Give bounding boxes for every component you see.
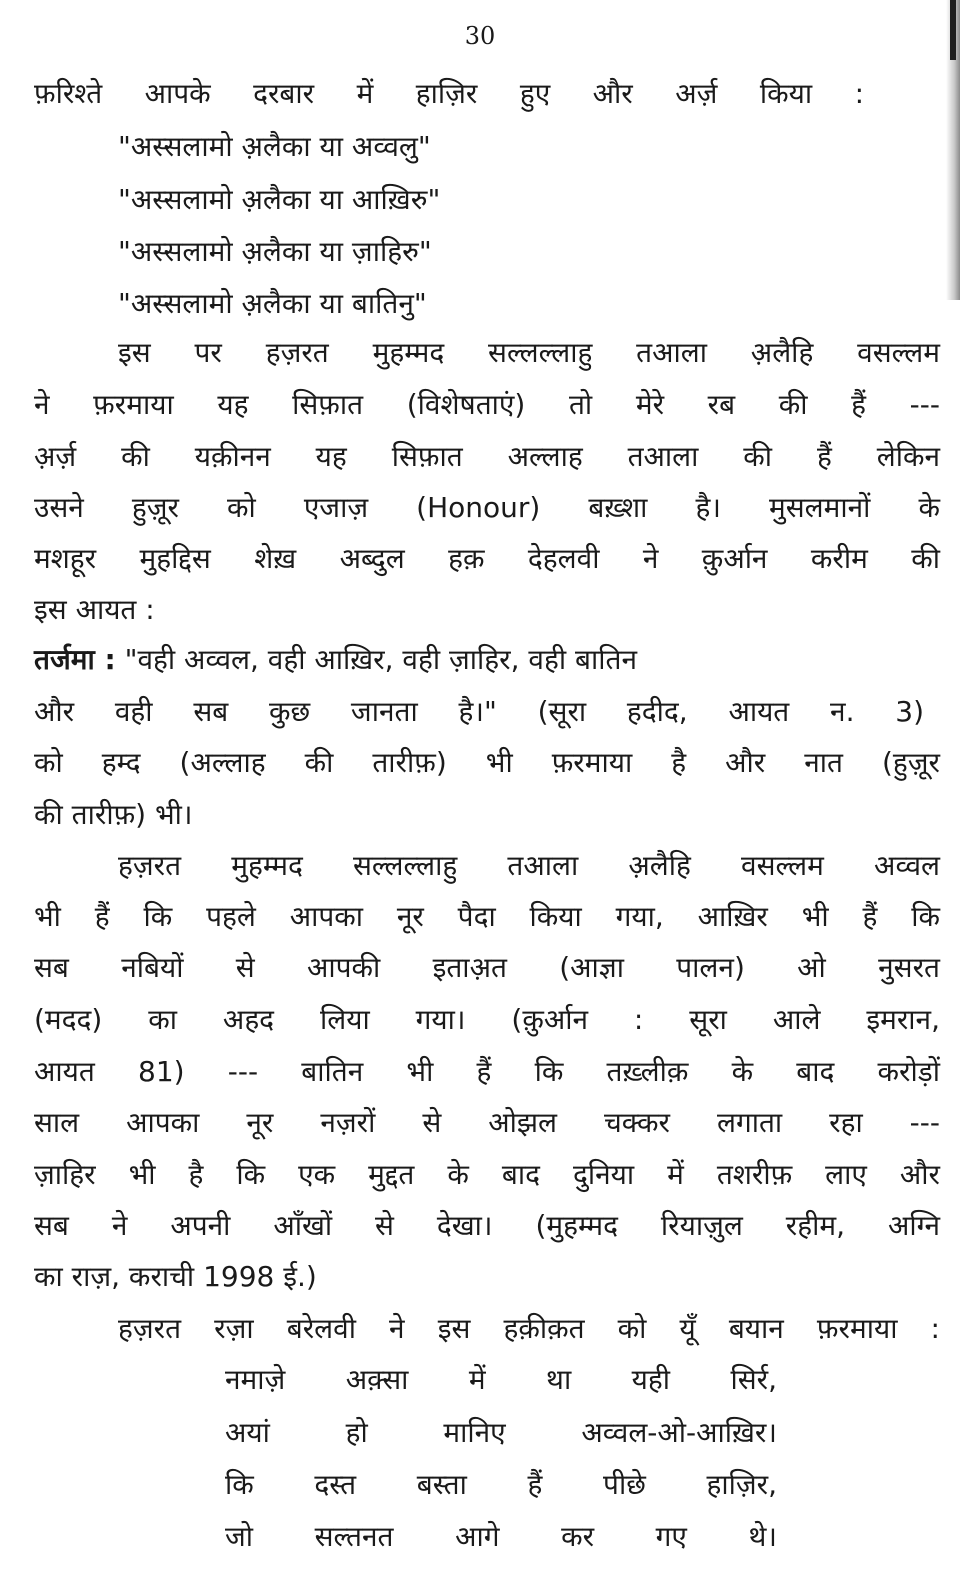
text-line: और वही सब कुछ जानता है।" (सूरा हदीद, आयत न. 3) xyxy=(34,695,924,728)
verse-line: कि दस्त बस्ता हैं पीछे हाज़िर, xyxy=(225,1468,777,1501)
text-line: हज़रत रज़ा बरेलवी ने इस हक़ीक़त को यूँ बयान फ़रमाया : xyxy=(118,1312,940,1345)
text-line: को हम्द (अल्लाह की तारीफ़) भी फ़रमाया है और नात (हुज़ूर xyxy=(34,746,940,779)
text-line: सब नबियों से आपकी इताअ़त (आज्ञा पालन) ओ नुसरत xyxy=(34,951,940,984)
salutation-line: "अस्सलामो अ़लैका या अव्वलु" xyxy=(118,130,431,163)
page-number: 30 xyxy=(464,22,496,50)
translation-line xyxy=(34,640,940,680)
text-line: अ़र्ज़ की यक़ीनन यह सिफ़ात अल्लाह तआला की हैं लेकिन xyxy=(34,440,940,473)
text-line: भी हैं कि पहले आपका नूर पैदा किया गया, आख़िर भी हैं कि xyxy=(34,900,940,933)
text-line: फ़रिश्ते आपके दरबार में हाज़िर हुए और अर्ज़ किया : xyxy=(34,77,864,110)
translation-label: तर्जमा : xyxy=(34,643,116,676)
text-line: उसने हुज़ूर को एजाज़ (Honour) बख़्शा है। मुसलमानों के xyxy=(34,491,940,524)
text-line: ज़ाहिर भी है कि एक मुद्दत के बाद दुनिया में तशरीफ़ लाए और xyxy=(34,1158,940,1191)
salutation-line: "अस्सलामो अ़लैका या बातिनु" xyxy=(118,287,427,320)
text-line: मशहूर मुहद्दिस शेख़ अब्दुल हक़ देहलवी ने क़ुर्आन करीम की xyxy=(34,542,940,575)
text-line: (मदद) का अहद लिया गया। (क़ुर्आन : सूरा आले इमरान, xyxy=(34,1003,940,1036)
text-line: साल आपका नूर नज़रों से ओझल चक्कर लगाता रहा --- xyxy=(34,1106,940,1139)
text-line: इस पर हज़रत मुहम्मद सल्लल्लाहु तआला अ़लैहि वसल्लम xyxy=(118,336,940,369)
verse-line: नमाज़े अक़्सा में था यही सिर्र, xyxy=(225,1363,777,1396)
verse-line: अयां हो मानिए अव्वल-ओ-आख़िर। xyxy=(225,1416,777,1449)
text-line: ने फ़रमाया यह सिफ़ात (विशेषताएं) तो मेरे रब की हैं --- xyxy=(34,388,940,421)
verse-line: जो सल्तनत आगे कर गए थे। xyxy=(225,1520,777,1553)
text-line: हज़रत मुहम्मद सल्लल्लाहु तआला अ़लैहि वसल्लम अव्वल xyxy=(118,849,940,882)
text-line: की तारीफ़) भी। xyxy=(34,798,193,831)
text-line: इस आयत : xyxy=(34,593,155,626)
text-line: का राज़, कराची 1998 ई.) xyxy=(34,1260,317,1293)
text-line: आयत 81) --- बातिन भी हैं कि तख़्लीक़ के बाद करोड़ों xyxy=(34,1055,940,1088)
salutation-line: "अस्सलामो अ़लैका या ज़ाहिरु" xyxy=(118,235,432,268)
text-line: सब ने अपनी आँखों से देखा। (मुहम्मद रियाज़ुल रहीम, अग्नि xyxy=(34,1209,940,1242)
salutation-line: "अस्सलामो अ़लैका या आख़िरु" xyxy=(118,183,441,216)
translation-text: "वही अव्वल, वही आख़िर, वही ज़ाहिर, वही बातिन xyxy=(124,643,637,676)
